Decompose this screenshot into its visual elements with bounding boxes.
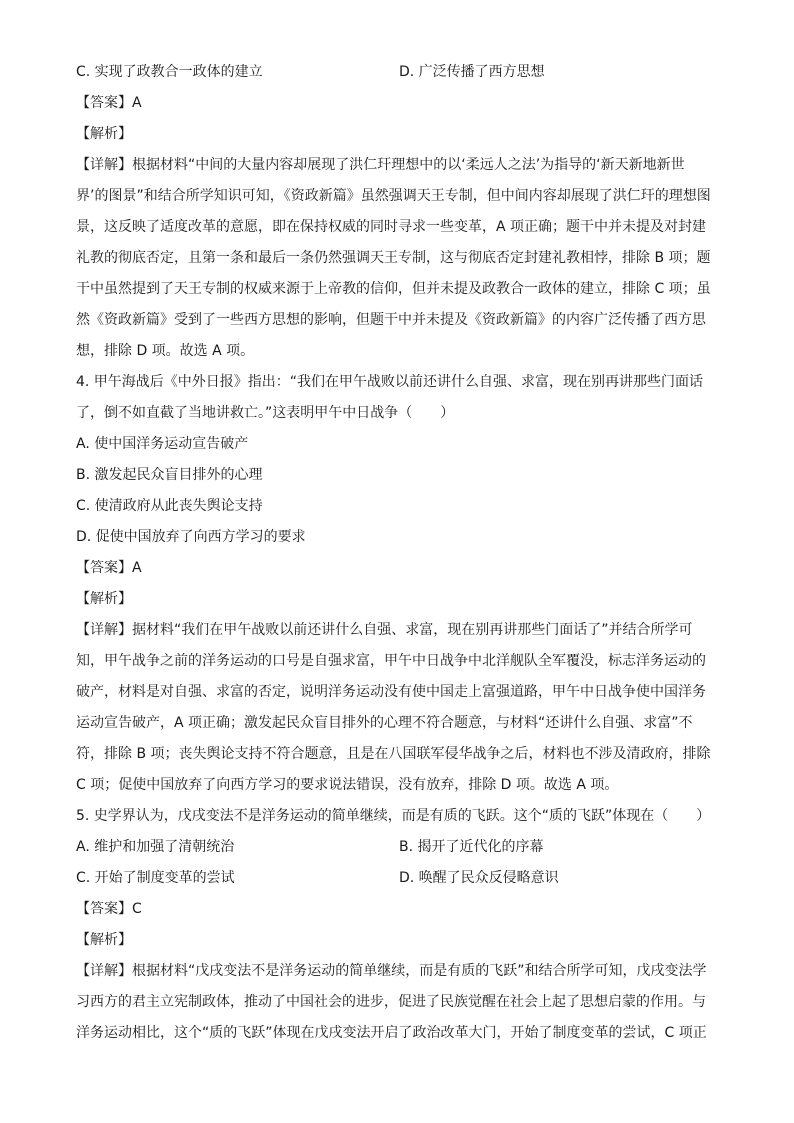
q4-detail-line: 符，排除 B 项；丧失舆论支持不符合题意，且是在八国联军侵华战争之后，材料也不涉及清政府，排除 xyxy=(76,746,711,762)
q5-analysis-heading: 【解析】 xyxy=(76,932,132,948)
q4-stem-line: 了，倒不如直截了当地讲救亡。”这表明甲午中日战争（ ） xyxy=(76,405,455,421)
q4-analysis-heading: 【解析】 xyxy=(76,591,132,607)
q3-detail-line: 礼教的彻底否定，且第一条和最后一条仍然强调天王专制，这与彻底否定封建礼教相悖，排除 B 项；题 xyxy=(76,250,711,266)
q4-option-d: D. 促使中国放弃了向西方学习的要求 xyxy=(76,529,306,545)
q4-detail-line: 运动宣告破产，A 项正确；激发起民众盲目排外的心理不符合题意，与材料“还讲什么自强、求富”不 xyxy=(76,715,693,731)
q5-detail-line: 洋务运动相比，这个“质的飞跃”体现在戊戌变法开启了政治改革大门，开始了制度变革的尝试，C 项正 xyxy=(76,1025,707,1041)
q3-detail-line: 界’的图景”和结合所学知识可知，《资政新篇》虽然强调天王专制，但中间内容却展现了洪仁玕的理想图 xyxy=(76,188,711,204)
q5-answer: 【答案】C xyxy=(76,901,142,917)
q4-option-b: B. 激发起民众盲目排外的心理 xyxy=(76,467,263,483)
q5-option-c: C. 开始了制度变革的尝试 xyxy=(76,870,235,886)
q4-detail-line: 【详解】据材料“我们在甲午战败以前还讲什么自强、求富，现在别再讲那些门面话了”并结合所学可 xyxy=(76,622,693,638)
q3-option-d: D. 广泛传播了西方思想 xyxy=(399,64,545,80)
q4-detail-line: 破产，材料是对自强、求富的否定，说明洋务运动没有使中国走上富强道路，甲午中日战争使中国洋务 xyxy=(76,684,706,700)
q3-detail-line: 干中虽然提到了天王专制的权威来源于上帝教的信仰，但并未提及政教合一政体的建立，排除 C 项；虽 xyxy=(76,281,711,297)
q3-detail-line: 【详解】根据材料“中间的大量内容却展现了洪仁玕理想中的以‘柔远人之法’为指导的‘新天新地新世 xyxy=(76,157,685,173)
q4-answer: 【答案】A xyxy=(76,560,142,576)
q5-detail-line: 【详解】根据材料“戊戌变法不是洋务运动的简单继续，而是有质的飞跃”和结合所学可知，戊戌变法学 xyxy=(76,963,707,979)
q3-detail-line: 然《资政新篇》受到了一些西方思想的影响，但题干中并未提及《资政新篇》的内容广泛传播了西方思 xyxy=(76,312,706,328)
q4-option-a: A. 使中国洋务运动宣告破产 xyxy=(76,436,249,452)
q3-analysis-heading: 【解析】 xyxy=(76,126,132,142)
q4-detail-line: 知，甲午战争之前的洋务运动的口号是自强求富，甲午中日战争中北洋舰队全军覆没，标志洋务运动的 xyxy=(76,653,706,669)
q5-option-b: B. 揭开了近代化的序幕 xyxy=(399,839,544,855)
q5-detail-line: 习西方的君主立宪制政体，推动了中国社会的进步，促进了民族觉醒在社会上起了思想启蒙的作用。与 xyxy=(76,994,706,1010)
q5-option-a: A. 维护和加强了清朝统治 xyxy=(76,839,235,855)
q4-stem-line: 4. 甲午海战后《中外日报》指出：“我们在甲午战败以前还讲什么自强、求富，现在别再讲那些门面话 xyxy=(76,374,704,390)
q3-answer: 【答案】A xyxy=(76,95,142,111)
q5-option-d: D. 唤醒了民众反侵略意识 xyxy=(399,870,559,886)
q4-detail-line: C 项；促使中国放弃了向西方学习的要求说法错误，没有放弃，排除 D 项。故选 A 项。 xyxy=(76,777,619,793)
q3-detail-line: 景，这反映了适度改革的意愿，即在保持权威的同时寻求一些变革，A 项正确；题干中并未提及对封建 xyxy=(76,219,707,235)
q5-stem: 5. 史学界认为，戊戌变法不是洋务运动的简单继续，而是有质的飞跃。这个“质的飞跃”体现在（ ） xyxy=(76,808,711,824)
q3-detail-line: 想，排除 D 项。故选 A 项。 xyxy=(76,343,255,359)
q4-option-c: C. 使清政府从此丧失舆论支持 xyxy=(76,498,263,514)
q3-option-c: C. 实现了政教合一政体的建立 xyxy=(76,64,263,80)
